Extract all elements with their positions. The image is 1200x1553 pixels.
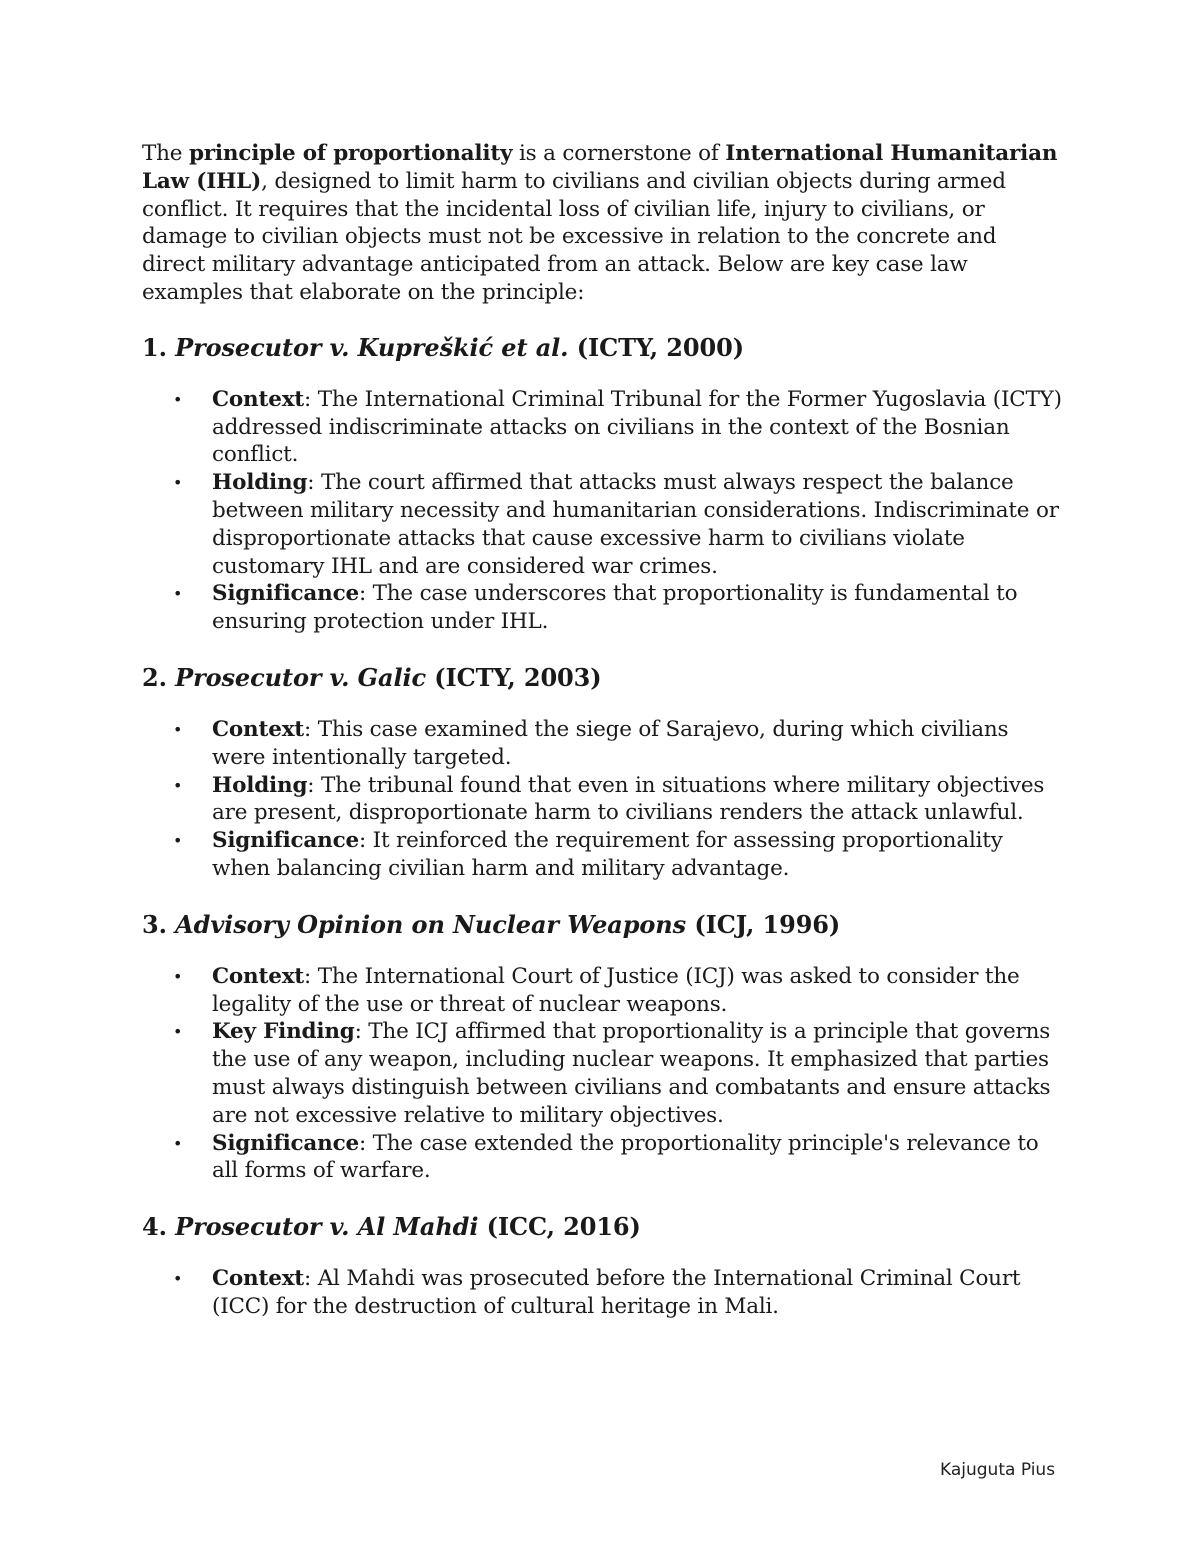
- list-item: [142, 386, 1062, 469]
- bullet-icon: •: [173, 473, 183, 493]
- point-text: : Al Mahdi was prosecuted before the International Criminal Court (ICC) for the destruction of cultural heritage in Mali.: [212, 1266, 1021, 1319]
- bullet-icon: •: [173, 831, 183, 851]
- list-item: [142, 827, 1062, 883]
- case-number: 1.: [142, 332, 167, 362]
- bullet-icon: •: [173, 775, 183, 795]
- bullet-icon: •: [173, 389, 183, 409]
- intro-text-3: , designed to limit harm to civilians and civilian objects during armed conflict. It requires that the incidental loss of civilian life, injury to civilians, or damage to civilian objects must not be excessive in relation to the concrete and direct military advantage anticipated from an attack. Below are key case law examples that elaborate on the principle:: [142, 168, 1006, 305]
- page-footer-author: Kajuguta Pius: [940, 1460, 1056, 1480]
- point-label: Significance: [212, 1130, 359, 1156]
- point-text: : The tribunal found that even in situations where military objectives are present, disproportionate harm to civilians renders the attack unlawful.: [212, 772, 1045, 826]
- list-item: [142, 469, 1062, 580]
- point-label: Significance: [212, 828, 359, 854]
- bullet-icon: •: [173, 719, 183, 739]
- list-item: [142, 963, 1062, 1019]
- list-item: [142, 580, 1062, 636]
- point-text: : The case extended the proportionality principle's relevance to all forms of warfare.: [212, 1130, 1039, 1184]
- case-court: (ICC, 2016): [486, 1212, 641, 1242]
- point-label: Context: [212, 386, 305, 412]
- intro-text-2: is a cornerstone of: [512, 141, 726, 166]
- intro-text-1: The: [142, 141, 189, 166]
- case-3-points: [142, 963, 1062, 1185]
- case-1-points: [142, 386, 1062, 636]
- case-4-points: [142, 1265, 1062, 1321]
- point-label: Context: [212, 963, 305, 989]
- point-text: : This case examined the siege of Sarajevo, during which civilians were intentionally targeted.: [212, 716, 1009, 770]
- case-court: (ICTY, 2003): [434, 662, 602, 692]
- point-label: Key Finding: [212, 1019, 355, 1045]
- intro-term-proportionality: principle of proportionality: [188, 141, 513, 166]
- point-text: : The ICJ affirmed that proportionality is a principle that governs the use of any weapon, including nuclear weapons. It emphasized that parties must always distinguish between civilians and combatants and ensure attacks are not excessive relative to military objectives.: [212, 1019, 1051, 1128]
- case-name: Prosecutor v. Kupreškić et al.: [175, 332, 569, 362]
- case-number: 3.: [142, 909, 167, 939]
- point-text: : The court affirmed that attacks must always respect the balance between military necessity and humanitarian considerations. Indiscriminate or disproportionate attacks that cause excessive harm to civilians violate customary IHL and are considered war crimes.: [212, 470, 1059, 579]
- bullet-icon: •: [173, 1022, 183, 1042]
- point-text: : The International Court of Justice (ICJ) was asked to consider the legality of the use or threat of nuclear weapons.: [212, 963, 1020, 1017]
- list-item: [142, 1018, 1062, 1129]
- case-heading-4: [142, 1211, 1062, 1243]
- intro-term-ihl: International Humanitarian Law (IHL): [142, 141, 1058, 194]
- point-text: : The International Criminal Tribunal for the Former Yugoslavia (ICTY) addressed indiscriminate attacks on civilians in the context of the Bosnian conflict.: [212, 386, 1062, 468]
- case-number: 2.: [142, 662, 167, 692]
- list-item: [142, 716, 1062, 772]
- intro-paragraph: [142, 140, 1062, 307]
- case-name: Advisory Opinion on Nuclear Weapons: [175, 909, 687, 939]
- case-name: Prosecutor v. Galic: [175, 662, 426, 692]
- list-item: [142, 1265, 1062, 1321]
- case-court: (ICJ, 1996): [694, 909, 841, 939]
- case-number: 4.: [142, 1212, 167, 1242]
- bullet-icon: •: [173, 1133, 183, 1153]
- point-text: : It reinforced the requirement for assessing proportionality when balancing civilian harm and military advantage.: [212, 828, 1003, 881]
- bullet-icon: •: [173, 966, 183, 986]
- list-item: [142, 1130, 1062, 1186]
- case-name: Prosecutor v. Al Mahdi: [175, 1212, 479, 1242]
- list-item: [142, 772, 1062, 828]
- point-text: : The case underscores that proportionality is fundamental to ensuring protection under IHL.: [212, 581, 1018, 635]
- case-heading-1: [142, 332, 1062, 364]
- point-label: Significance: [212, 581, 359, 607]
- point-label: Holding: [212, 772, 308, 798]
- case-2-points: [142, 716, 1062, 883]
- case-court: (ICTY, 2000): [576, 332, 744, 362]
- case-heading-3: [142, 909, 1062, 941]
- bullet-icon: •: [173, 584, 183, 604]
- document-page: [142, 140, 1062, 1321]
- bullet-icon: •: [173, 1269, 183, 1289]
- point-label: Context: [212, 1266, 305, 1292]
- point-label: Holding: [212, 470, 308, 496]
- point-label: Context: [212, 716, 305, 742]
- case-heading-2: [142, 662, 1062, 694]
